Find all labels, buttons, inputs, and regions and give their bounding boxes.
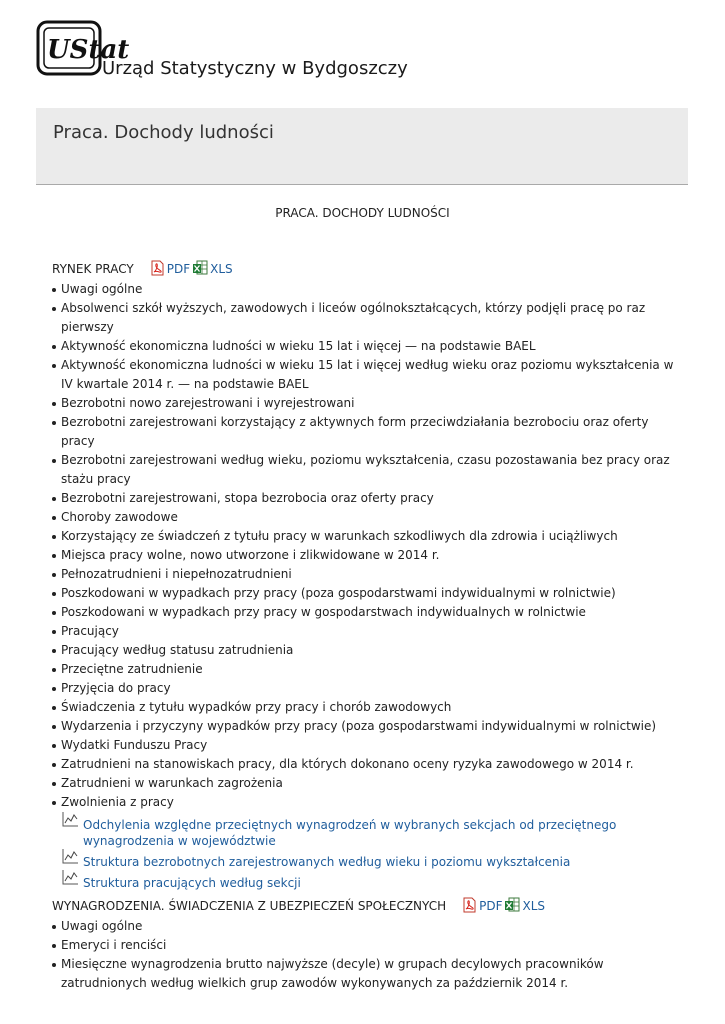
line-chart-icon (62, 869, 79, 889)
pdf-download-link[interactable] (462, 897, 502, 913)
list-item[interactable]: Poszkodowani w wypadkach przy pracy w gospodarstwach indywidualnych w rolnictwie (52, 603, 682, 622)
page-title-band (36, 108, 688, 185)
pdf-icon (150, 260, 167, 276)
list-item[interactable]: Przeciętne zatrudnienie (52, 660, 682, 679)
line-chart-icon (62, 811, 79, 831)
list-item[interactable]: Wydatki Funduszu Pracy (52, 736, 682, 755)
chart-link-item (52, 817, 682, 849)
section-title: RYNEK PRACY (52, 262, 134, 276)
pdf-label: PDF (479, 899, 503, 913)
pdf-label: PDF (166, 262, 191, 276)
chart-link[interactable]: Struktura pracujących według sekcji (83, 876, 301, 890)
list-item[interactable]: Zatrudnieni w warunkach zagrożenia (52, 774, 682, 793)
list-item[interactable]: Aktywność ekonomiczna ludności w wieku 15 lat i więcej — na podstawie BAEL (52, 337, 682, 356)
list-item[interactable]: Absolwenci szkół wyższych, zawodowych i liceów ogólnokształcących, którzy podjęli pracę po raz pierwszy (52, 299, 682, 337)
list-item[interactable]: Bezrobotni nowo zarejestrowani i wyrejestrowani (52, 394, 682, 413)
list-item[interactable]: Bezrobotni zarejestrowani, stopa bezrobocia oraz oferty pracy (52, 489, 682, 508)
list-item[interactable]: Pracujący według statusu zatrudnienia (52, 641, 682, 660)
list-item[interactable]: Pełnozatrudnieni i niepełnozatrudnieni (52, 565, 682, 584)
excel-icon (504, 897, 522, 913)
list-item[interactable]: Zatrudnieni na stanowiskach pracy, dla których dokonano oceny ryzyka zawodowego w 2014 r. (52, 755, 682, 774)
chart-link-item (52, 875, 682, 891)
list-item[interactable]: Miesięczne wynagrodzenia brutto najwyższe (decyle) w grupach decylowych pracowników zatrudnionych według wielkich grup zawodów wykonywanych za październik 2014 r. (52, 955, 682, 993)
list-item[interactable]: Bezrobotni zarejestrowani korzystający z aktywnych form przeciwdziałania bezrobociu oraz oferty pracy (52, 413, 682, 451)
section-title: WYNAGRODZENIA. ŚWIADCZENIA Z UBEZPIECZEŃ SPOŁECZNYCH (52, 899, 447, 913)
logo-lettering: UStat (47, 35, 130, 65)
list-item[interactable]: Emeryci i renciści (52, 936, 682, 955)
list-item[interactable]: Miejsca pracy wolne, nowo utworzone i zlikwidowane w 2014 r. (52, 546, 682, 565)
xls-download-link[interactable] (192, 260, 233, 276)
list-item[interactable]: Świadczenia z tytułu wypadków przy pracy i chorób zawodowych (52, 698, 682, 717)
xls-label: XLS (210, 262, 233, 276)
list-item[interactable]: Choroby zawodowe (52, 508, 682, 527)
site-header (36, 20, 696, 82)
pdf-icon (462, 897, 479, 913)
site-title[interactable]: Urząd Statystyczny w Bydgoszczy (102, 58, 408, 79)
list-item[interactable]: Zwolnienia z pracy (52, 793, 682, 812)
list-item[interactable]: Przyjęcia do pracy (52, 679, 682, 698)
chart-link-item (52, 854, 682, 870)
main-heading: PRACA. DOCHODY LUDNOŚCI (275, 206, 450, 220)
list-item[interactable]: Uwagi ogólne (52, 280, 682, 299)
xls-download-link[interactable] (504, 897, 545, 913)
chart-links-list (52, 817, 682, 891)
list-item[interactable]: Pracujący (52, 622, 682, 641)
list-item[interactable]: Bezrobotni zarejestrowani według wieku, poziomu wykształcenia, czasu pozostawania bez pracy oraz stażu pracy (52, 451, 682, 489)
line-chart-icon (62, 848, 79, 868)
page-title: Praca. Dochody ludności (53, 122, 274, 143)
section-header-rynek-pracy (52, 258, 682, 276)
wynagrodzenia-list (52, 917, 682, 993)
excel-icon (192, 260, 210, 276)
rynek-pracy-list (52, 280, 682, 812)
chart-link[interactable]: Odchylenia względne przeciętnych wynagrodzeń w wybranych sekcjach od przeciętnego wynagrodzenia w województwie (83, 818, 617, 848)
content-area (52, 258, 682, 993)
list-item[interactable]: Korzystający ze świadczeń z tytułu pracy w warunkach szkodliwych dla zdrowia i uciążliwych (52, 527, 682, 546)
section-header-wynagrodzenia (52, 895, 682, 913)
pdf-download-link[interactable] (150, 260, 190, 276)
list-item[interactable]: Uwagi ogólne (52, 917, 682, 936)
list-item[interactable]: Wydarzenia i przyczyny wypadków przy pracy (poza gospodarstwami indywidualnymi w rolnictwie) (52, 717, 682, 736)
list-item[interactable]: Aktywność ekonomiczna ludności w wieku 15 lat i więcej według wieku oraz poziomu wykształcenia w IV kwartale 2014 r. — na podstawie BAEL (52, 356, 682, 394)
ustat-logo[interactable] (36, 20, 130, 76)
chart-link[interactable]: Struktura bezrobotnych zarejestrowanych według wieku i poziomu wykształcenia (83, 855, 571, 869)
list-item[interactable]: Poszkodowani w wypadkach przy pracy (poza gospodarstwami indywidualnymi w rolnictwie) (52, 584, 682, 603)
xls-label: XLS (522, 899, 546, 913)
